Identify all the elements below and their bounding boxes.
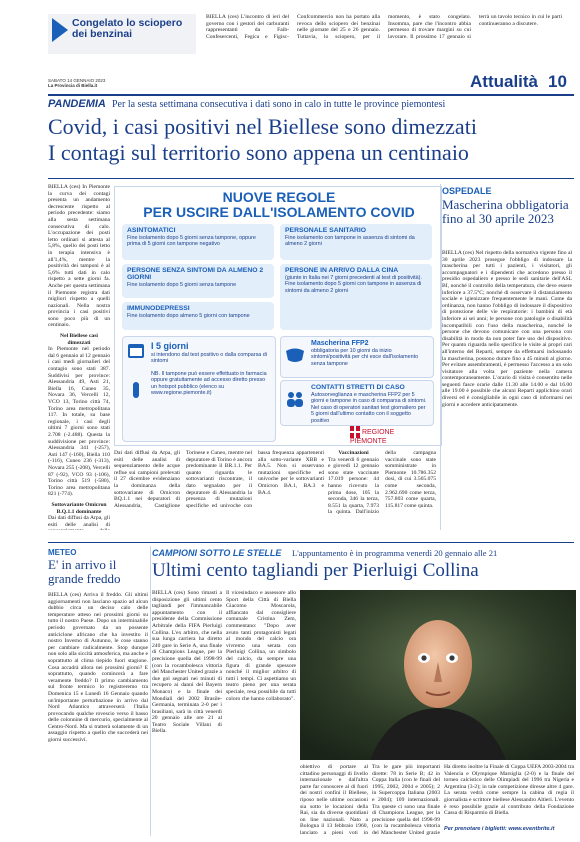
headline-line1: Covid, i casi positivi nel Biellese sono dimezzati — [48, 114, 477, 139]
regione-emblem-icon — [350, 426, 360, 438]
mask-icon — [284, 346, 306, 364]
date: SABATO 14 GENNAIO 2023 — [48, 78, 106, 83]
main-col1 — [48, 184, 110, 530]
days-text: si intendono dal test positivo o dalla comparsa di sintomi — [151, 352, 267, 365]
meteo-divider — [150, 546, 151, 836]
date-line — [48, 78, 105, 88]
mask-head: Mascherina FFP2 — [311, 340, 369, 347]
main-sub2: Sottovariante Omicron B.Q.1.1 dominante — [51, 501, 107, 515]
main-col1b: In Piemonte nel periodo dal 6 gennaio al 12 gennaio i casi medi giornalieri del contagio sono stati 387. Suddivisi per province: Alessandria 49, Asti 21, Biella 16, Cuneo 35, Novara 36, Vercelli 12, VCO 13, Torino città 74, Torino area metropolitana 117. In totale, su base regionale, i casi degli ultimi 7 giorni sono stati 2.708 (-2.488). Questa la suddivisione per province: Alessandria 341 (-257), Asti 147 (-160), Biella 110 (-116), Cuneo 236 (-313), Novara 255 (-208), Vercelli 87 (-92), VCO 93 (-106), Torino città 519 (-580), Torino area metropolitana 821 (-774). — [48, 346, 110, 498]
tickets-link[interactable]: Per prenotare i biglietti: www.eventbrite.it — [444, 826, 555, 832]
teaser-title: Congelato lo sciopero dei benzinai — [72, 17, 183, 40]
stelle-col3: obiettivo di portare al cittadino personaggi di livello internazionale e dall'altra parte far conoscere al di fuori dei nostri confini il Biellese, riposo nelle ultime occasioni sia sotto le locazioni della Rai, sia da diverse quotidiani on line nazionali. Nato a Bologna il 13 febbraio 1960, lanciato a pieni voti in — [300, 764, 368, 836]
page-number: 10 — [548, 72, 567, 91]
card-head: PERSONE SENZA SINTOMI DA ALMENO 2 GIORNI — [127, 267, 264, 281]
card-text: (giunte in Italia nei 7 giorni precedenti al test di positività). Fine isolamento dopo 5 giorni con tampone in assenza di sintomi da almeno 2 giorni — [285, 275, 422, 294]
arrow-icon — [52, 18, 68, 42]
days-head: I 5 giorni — [151, 341, 189, 351]
stelle-kicker: CAMPIONI SOTTO LE STELLE — [152, 548, 282, 558]
headline-line2: I contagi sul territorio sono appena un centinaio — [48, 140, 469, 165]
card-personale-sanitario — [280, 224, 432, 260]
section-rule — [48, 542, 574, 543]
main-sub1: Nel Biellese casi dimezzati — [60, 333, 98, 346]
people-icon — [284, 390, 306, 408]
infographic-title-line2: PER USCIRE DALL'ISOLAMENTO COVID — [143, 204, 415, 220]
meteo-kicker: METEO — [48, 548, 77, 557]
card-head: PERSONALE SANITARIO — [285, 227, 367, 234]
calendar-icon — [126, 340, 146, 360]
headline-rule — [48, 178, 574, 179]
regione-logo-text: REGIONE PIEMONTE — [350, 428, 395, 445]
sidebar-kicker: OSPEDALE — [442, 186, 492, 196]
sidebar-divider — [440, 184, 441, 530]
card-text: Fine isolamento con tampone in assenza di sintomi da almeno 2 giorni — [285, 235, 415, 248]
meteo-body: BIELLA (ces) Arriva il freddo. Gli ultimi aggiornamenti non lasciano spazio ad alcun dubbio circa un deciso calo delle temperature atteso nei prossimi giorni su tutto il nostro Paese. Dopo un interminabile periodo governato da un possente anticiclone africano che ha investito il nostro Inverno di Autunno, le cose stanno per cambiare radicalmente. Stop dunque non solo alla siccità atmosferica, ma anche e soprattutto al clima tiepido fuori stagione. Cosa accadrà allora nei prossimi giorni? E soprattutto, quando comincerà a fare veramente freddo? Il primo cambiamento sul fronte termico lo registreremo tra Domenica 15 e Lunedì 16 Gennaio quando un'importante perturbazione in arrivo dal Nord Atlantico attraverserà l'Italia provocando qualche rovescio verso il basso delle colonnine di mercurio, specialmente al Centro-Nord. Ma si tratterà solamente di un assaggio rispetto a quello che succederà nei giorni successivi. — [48, 592, 148, 744]
card-head: PERSONE IN ARRIVO DALLA CINA — [285, 267, 399, 274]
main-col1-cont: Dai dati diffusi da Arpa, gli esiti delle analisi di sequenziamento delle acque reflue sui campioni prelevati il 27 dicembre evidenziano la dominanza della sottovariante di Omicron BQ.1.1 nei depuratori di Alessandria, Castiglione Torinese e Cuneo, mentre nel depuratore di Torino è ancora predominante il BR.1.1. Per quanto riguarda le sottovarianti riscontrate, il dato segnalato per il depuratore di Alessandria la presenza di mutazioni specifiche ed univoche con bassa frequenza appartenenti alla sotto-variante XBB e BA.5. Non si osservano mutazioni specifiche ed univoche per le sottovarianti Omicron BA.1, BA.3 e BA.4. — [114, 450, 324, 509]
infographic-title — [120, 190, 438, 220]
card-text: Fine isolamento dopo almeno 5 giorni con tampone — [127, 313, 250, 319]
sidebar-body: BIELLA (ces) Nel rispetto della normativa vigente fino al 30 aprile 2023 prosegue l'obbligo di indossare la mascherina per tutti i pazienti, i visitatori, gli accompagnatori e i dipendenti che accedono presso il presidio ospedaliero e presso le sedi sanitarie dell'ASL BI, nonché il controllo della temperatura, che deve essere inferiore a 37.5°C; nonché di osservare il distanziamento sociale e igienizzare frequentemente le mani. Come da ordinanza, non hanno l'obbligo di indossare il dispositivo di protezione delle vie respiratorie: i bambini di età inferiore ai sei anni; le persone con patologie o disabilità incompatibili con l'uso della mascherina, nonché le persone che devono comunicare con una persona con disabilità in modo da non poter fare uso del dispositivo. Per quanto riguarda nello specifico le visite ai propri cari all'interno del Reparti, sempre da effettuarsi indossando la mascherina, possono durare fino a 45 minuti al giorno. Per evitare assembramenti, è permesso l'accesso a un solo visitatore alla volta per paziente nella camera contemporaneamente. L'orario di visita è consentito nelle seguenti fasce orarie dalle 11.30 alle 14.00 e dal 16.00 alle 19.00 è possibile che alcuni Reparti applichino orari diversi ed è consigliabile in ogni caso di informarsi nei giorni e accedere anticipatamente. — [442, 250, 572, 408]
card-head: ASINTOMATICI — [127, 227, 176, 234]
test-tube-icon — [126, 380, 146, 400]
infographic-title-line1: NUOVE REGOLE — [222, 189, 336, 205]
stelle-col4: Tra le gare più importanti dirette: 78 in Serie B; 42 in Coppa Italia (con le finali del 1995, 2002, 2004 e 2005); 2 in Supercoppa Italiana (2003 e 2004); 109 internazionali. Tra queste ci sono una finale di Champions League, per la precisione quella del 1998-99 (con la rocambolesca vittoria del Manchester United grazie — [372, 764, 440, 836]
section-title: Attualità — [470, 72, 538, 91]
card-text: Fine isolamento dopo 5 giorni senza tampone — [127, 282, 237, 288]
contacts-head: CONTATTI STRETTI DI CASO — [311, 384, 405, 391]
card-asintomatici — [122, 224, 274, 260]
stelle-col5: Ha diretto inoltre la Finale di Coppa UEFA 2003-2004 tra Valencia e Olympique Marsiglia (2-0) e la finale del torneo calcistico delle Olimpiadi del 1996 tra Nigeria e Argentina (3-2); in tale competizione diresse altre 4 gare. La serata vedrà come sempre la cabina di regia il giornalista e scrittore biellese Alessandro Altieri. L'evento è reso possibile grazie al contributo della Fondazione Cassa di Risparmio di Biella. — [444, 764, 574, 817]
card-text: Fine isolamento dopo 5 giorni senza tampone, oppure prima di 5 giorni con tampone negativo — [127, 235, 256, 248]
main-col1-text: BIELLA (ces) In Piemonte la curva dei contagi presenta un andamento decrescente rispetto al periodo precedente: siamo alla sesta settimana consecutiva di calo. L'occupazione dei posti letto ordinari si attesta al 5,8%, quello dei posti letto in terapia intensiva è all'1,4%, mentre la positività dei tamponi è al 5,6% tutti dati in calo rispetto a sette giorni fa. Anche per questa settimana il Piemonte registra dati migliori rispetto a quelli nazionali. Nella nostra provincia i casi positivi sono poco più di un centinaio. — [48, 184, 110, 329]
vaccini-sub: Vaccinazioni — [338, 450, 369, 456]
mask-text: obbligatoria per 10 giorni da inizio sintomi/positività per chi esce dall'isolamento senza tampone — [311, 348, 419, 367]
main-kicker-text: Per la sesta settimana consecutiva i dati sono in calo in tutte le province piemontesi — [112, 99, 446, 110]
card-arrivo-cina — [280, 264, 432, 330]
masthead: La Provincia di Biella.it — [48, 83, 98, 88]
collina-portrait-image — [300, 590, 576, 760]
stelle-col1: BIELLA (ces) Sono rimasti a disposizione gli ultimi cento tagliandi per l'immancabile appuntamento con il presidente della Commissione Arbitrale della FIFA Pierluigi Collina. L'ex arbitro, che nella sua lunga carriera ha diretto 240 gare in Serie A, una finale di Champions League, per la precisione quella del 1998-99 (con la rocambolesca vittoria del Manchester United grazie a due gol segnati nei minuti di recupero ai danni del Bayern Monaco) e la finale dei Mondiali del 2002 Brasile-Germania, terminata 2-0 per i brasiliani, sarà in città venerdì 20 gennaio alle ore 21 al Teatro Sociale Villani di Biella. — [152, 590, 222, 735]
vaccini-text: Tra venerdì 6 gennaio e giovedì 12 gennaio sono state vaccinate 17.019 persone: 44 hanno ricevuto la prima dose, 105 la seconda, 346 la terza, 8.551 la quarta, 7.973 la quinta. Dall'inizio della campagna vaccinale sono state somministrate in Piemonte 10.786.352 dosi, di cui 3.565.075 come seconda, 2.962.690 come terza, 757.803 come quarta, 115.817 come quinta. — [328, 450, 436, 516]
regione-logo — [350, 426, 430, 445]
teaser-text: BIELLA (ces) L'incontro di ieri del governo con i gestori dei carburanti rappresentanti da Faib-Confesercenti, Fegica e Figisc-Confcommercio non ha portato alla revoca dello sciopero dei benzinai nelle giornate del 25 e 26 gennaio. Tuttavia, lo sciopero, per il momento, è stato congelato. Insomma, pare che l'incontro abbia permesso di trovare margini su cui lavorare. Il prossimo 17 gennaio si terrà un tavolo tecnico in cui le parti continueranno a discutere. — [206, 14, 562, 40]
card-senza-sintomi — [122, 264, 274, 298]
contacts-text: Autosorveglianza e mascherina FFP2 per 5 giorni e tampone in caso di comparsa di sintomi. Nel caso di operatori sanitari test giornaliero per 5 giorni dall'ultimo contatto con il soggetto positivo — [311, 392, 427, 424]
main-col1c: Dai dati diffusi da Arpa, gli esiti delle analisi di — [48, 515, 110, 528]
stelle-kicker-text: L'appuntamento è in programma venerdì 20 gennaio alle 21 — [292, 548, 498, 558]
main-col2 — [328, 450, 436, 532]
stelle-col2: Il vicesindaco e assessore allo Sport della Città di Biella Giacomo Moscarola, affiancato dal consigliere comunale Cristina Zem, commentano: "Dopo aver avuto tanti protagonisti legati al mondo del calcio ora vivremo una serata con Pierluigi Collina, un simbolo del calcio, da sempre una figura di grande spessore nonché il miglior arbitro di tutti i tempi. Ci aspettiamo un teatro pieno per una serata speciale, resa possibile da tutti coloro che hanno collaborato". — [226, 590, 296, 702]
meteo-title: E' in arrivo il grande freddo — [48, 557, 121, 586]
nb-text: NB. Il tampone può essere effettuato in farmacia oppure gratuitamente ad accesso diretto presso un hotspot pubblico (elenco su www.regione.piemonte.it) — [151, 370, 267, 397]
sidebar-title: Mascherina obbligatoria fino al 30 aprile 2023 — [442, 197, 569, 226]
stelle-title: Ultimi cento tagliandi per Pierluigi Collina — [152, 560, 479, 581]
card-immunodepressi — [122, 302, 274, 330]
card-head: IMMUNODEPRESSI — [127, 305, 190, 312]
collina-photo — [300, 590, 576, 760]
main-headline — [48, 114, 568, 166]
main-kicker: PANDEMIA — [48, 98, 106, 110]
header-rule — [48, 94, 574, 96]
